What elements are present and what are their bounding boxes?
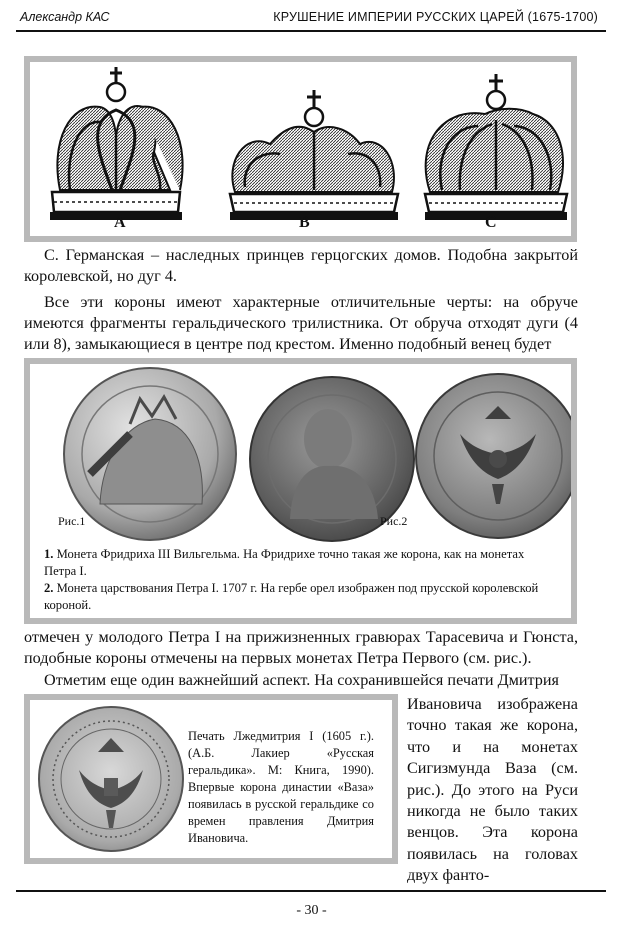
seal-caption: Печать Лжедмитрия I (1605 г.). (А.Б. Лакиер «Русская геральдика». М: Книга, 1990). Впервые корона династии «Ваза» появилась в русской геральдике со времен правления Дмитрия Ивановича.: [188, 729, 374, 845]
running-header: [16, 8, 606, 28]
footer-rule: [16, 890, 606, 892]
seal-figure: [24, 694, 398, 864]
crown-label-b: B: [299, 214, 310, 231]
crown-a: [50, 67, 183, 220]
header-rule: [16, 30, 606, 32]
coins-caption: [44, 546, 554, 614]
paragraph-crown-c: C. Германская – наследных принцев герцогских домов. Подобна закрытой королевской, но дуг 4.: [24, 246, 578, 285]
coins-illustration: [30, 364, 571, 544]
paragraph-features: Все эти короны имеют характерные отличительные черты: на обруче имеются фрагменты геральдического трилистника. От обруча отходят дуги (4 или 8), замыкающиеся в центре под крестом. Именно подобный венец будет: [24, 293, 578, 353]
figure-label-1: Рис.1: [58, 514, 86, 528]
header-book-title: КРУШЕНИЕ ИМПЕРИИ РУССКИХ ЦАРЕЙ (1675-1700): [273, 10, 598, 24]
coins-figure: [24, 358, 577, 624]
seal-illustration: [34, 700, 188, 858]
paragraph-aspect: Отметим еще один важнейший аспект. На сохранившейся печати Дмитрия: [44, 671, 559, 689]
crowns-figure: [24, 56, 577, 242]
side-column-text: Ивановича изображена точно такая же корона, что и на монетах Сигизмунда Ваза (см. рис.). До этого на Руси никогда не было таких венцов. Эта корона появилась на головах двух фанто-: [407, 695, 578, 885]
paragraph-continuation: отмечен у молодого Петра I на прижизненных гравюрах Тарасевича и Гюнста, подобные короны отмечены на первых монетах Петра Первого (см. рис.).: [24, 628, 578, 667]
page-number: - 30 -: [296, 903, 327, 918]
figure-label-2: Рис.2: [380, 514, 408, 528]
coin-eagle: [416, 374, 571, 538]
caption-num-1: 1.: [44, 547, 54, 561]
crown-b: [230, 90, 398, 220]
caption-item-2: [44, 580, 554, 614]
crown-c: [425, 74, 567, 220]
caption-text-2: Монета царствования Петра I. 1707 г. На гербе орел изображен под прусской королевской короной.: [44, 581, 539, 612]
crown-label-a: A: [114, 214, 126, 231]
crown-label-c: C: [485, 214, 497, 231]
caption-num-2: 2.: [44, 581, 54, 595]
caption-text-1: Монета Фридриха III Вильгельма. На Фридрихе точно такая же корона, как на монетах Петра I.: [44, 547, 525, 578]
header-author: Александр КАС: [20, 10, 110, 24]
crowns-illustration: [30, 62, 571, 236]
caption-item-1: [44, 546, 554, 580]
coin-frederick: [64, 368, 236, 540]
